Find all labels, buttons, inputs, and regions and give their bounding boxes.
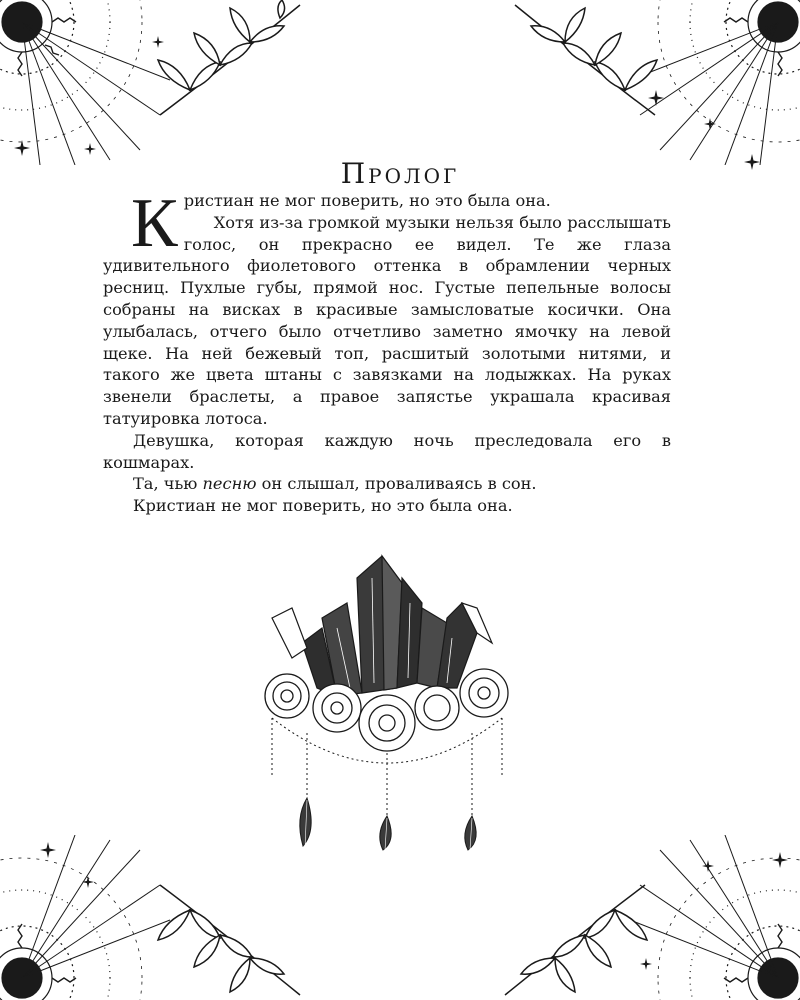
paragraph: Хотя из-за громкой музыки нельзя было расслышать голос, он прекрасно ее видел. Те же глаза удивительного фиолетового оттенка в обрамлении черных ресниц. Пухлые губы, прямой нос. Густые пепельные волосы собраны на висках в красивые замысловатые косички. Она улыбалась, отчего было отчетливо заметно ямочку на левой щеке. На ней бежевый топ, расшитый золотыми нитями, и такого же цвета штаны с завязками на лодыжках. На руках звенели браслеты, а правое запястье украшала красивая татуировка лотоса. — [103, 212, 671, 428]
sparkle-star-icon — [152, 36, 164, 48]
sparkle-star-icon — [84, 143, 96, 155]
paragraph — [103, 473, 671, 495]
crystal-illustration — [262, 548, 512, 853]
sparkle-star-icon — [40, 842, 56, 858]
paragraph-text: ристиан не мог поверить, но это была она. — [183, 191, 551, 210]
sparkle-star-icon — [702, 860, 714, 872]
paragraph: Кристиан не мог поверить, но это была она. — [133, 496, 513, 516]
sparkle-star-icon — [14, 140, 30, 156]
paragraph-text: он слышал, проваливаясь в сон. — [256, 474, 537, 494]
leaf-branch-icon — [150, 880, 320, 1000]
crystal-dreamcatcher-icon — [262, 548, 512, 853]
sparkle-star-icon — [648, 90, 664, 106]
paragraph — [103, 185, 671, 262]
sparkle-star-icon — [772, 852, 788, 868]
emphasis-word: песню — [202, 474, 257, 494]
leaf-branch-top-left — [150, 0, 320, 120]
leaf-branch-icon — [485, 880, 655, 1000]
chapter-title: Пролог — [340, 156, 460, 190]
leaf-branch-icon — [150, 0, 320, 120]
sparkle-star-icon — [640, 958, 652, 970]
paragraph: Девушка, которая каждую ночь преследовала его в кошмарах. — [103, 430, 671, 472]
leaf-branch-icon — [495, 0, 665, 120]
sparkle-star-icon — [704, 118, 716, 130]
leaf-branch-top-right — [495, 0, 665, 120]
sparkle-star-icon — [82, 876, 94, 888]
drop-cap: К — [131, 185, 178, 262]
leaf-branch-bottom-right — [485, 880, 655, 1000]
chapter-body — [103, 185, 671, 517]
leaf-branch-bottom-left — [150, 880, 320, 1000]
paragraph-text: Та, чью — [133, 474, 203, 494]
